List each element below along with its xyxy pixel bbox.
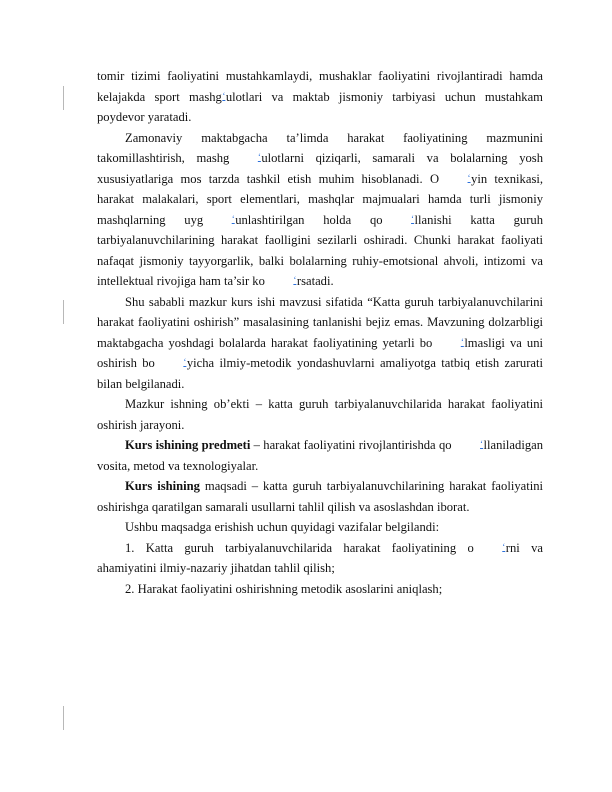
text-run: yicha ilmiy-metodik yondashuvlarni amaliyotga tatbiq etish zarurati bilan belgilanadi. [97, 356, 543, 391]
paragraph-intro [97, 128, 543, 292]
text-run: maqsadi – katta guruh tarbiyalanuvchilarining harakat faoliyatini oshirishga qaratilgan samarali usullarni tahlil qilish va asoslashdan iborat. [97, 479, 543, 514]
text-run: lmasligi va uni oshirish bo [97, 335, 543, 370]
text-run: 2. Harakat faoliyatini oshirishning metodik asoslarini aniqlash; [125, 581, 443, 596]
bold-term: Kurs ishining predmeti [125, 438, 251, 452]
margin-change-bar [63, 300, 64, 324]
text-run: – harakat faoliyatini rivojlantirishda qo [250, 438, 452, 452]
text-run: ulotlarni qiziqarli, samarali va bolalarning yosh xususiyatlariga mos tarzda tashkil etish muhim hisoblanadi. O [97, 151, 543, 186]
text-run: Zamonaviy maktabgacha ta’limda harakat faoliyatining mazmunini takomillashtirish, mashg [97, 130, 543, 165]
apostrophe-marker: ʻ [480, 439, 484, 449]
apostrophe-marker: ʻ [183, 357, 187, 367]
paragraph-relevance [97, 292, 543, 395]
paragraph-subject [97, 435, 543, 476]
document-body [97, 66, 543, 599]
text-run: Mazkur ishning ob’ekti – katta guruh tarbiyalanuvchilarida harakat faoliyatini oshirish jarayoni. [97, 397, 543, 432]
paragraph-task-1 [97, 538, 543, 579]
paragraph-goal [97, 476, 543, 517]
apostrophe-marker: ʻ [502, 541, 506, 552]
text-run: tomir tizimi faoliyatini mustahkamlaydi, mushaklar faoliyatini rivojlantiradi hamda kelajakda sport mashg [97, 69, 543, 104]
paragraph-task-2 [97, 579, 543, 600]
text-run: llaniladigan vosita, metod va texnologiyalar. [97, 438, 543, 473]
text-run: llanishi katta guruh tarbiyalanuvchilarining harakat faolligini sezilarli oshiradi. Chunki harakat faoliyati nafaqat jismoniy tayyorgarlik, balki bolalarning ruhiy-emotsional ahvoli, intizomi va intellektual rivojiga ham ta’sir ko [97, 212, 543, 288]
text-run: 1. Katta guruh tarbiyalanuvchilarida harakat faoliyatining o [125, 540, 474, 555]
margin-change-bar [63, 86, 64, 110]
text-run: rni va ahamiyatini ilmiy-nazariy jihatdan tahlil qilish; [97, 540, 543, 575]
text-run: yin texnikasi, harakat malakalari, sport elementlari, mashqlar majmualari hamda turli jismoniy mashqlarning uyg [97, 171, 543, 227]
text-run: Shu sababli mazkur kurs ishi mavzusi sifatida “Katta guruh tarbiyalanuvchilarini harakat faoliyatini oshirish” masalasining tanlanishi bejiz emas. Mavzuning dolzarbligi maktabgacha yoshdagi bolalarda harakat faoliyatining yetarli bo [97, 294, 543, 350]
apostrophe-marker: ʻ [411, 213, 415, 224]
text-run: Ushbu maqsadga erishish uchun quyidagi vazifalar belgilandi: [125, 520, 440, 534]
apostrophe-marker: ʻ [231, 213, 235, 224]
apostrophe-marker: ʻ [467, 172, 471, 183]
apostrophe-marker: ʻ [293, 275, 297, 285]
bold-term: Kurs ishining [125, 479, 200, 493]
margin-change-bar [63, 706, 64, 730]
paragraph-tasks-intro [97, 517, 543, 538]
text-run: unlashtirilgan holda qo [235, 212, 383, 227]
apostrophe-marker: ʻ [222, 90, 226, 101]
paragraph-continuation [97, 66, 543, 128]
apostrophe-marker: ʻ [257, 152, 261, 162]
text-run: rsatadi. [296, 274, 334, 288]
text-run: ulotlari va maktab jismoniy tarbiyasi uchun mustahkam poydevor yaratadi. [97, 89, 543, 124]
paragraph-object [97, 394, 543, 435]
apostrophe-marker: ʻ [460, 336, 464, 347]
